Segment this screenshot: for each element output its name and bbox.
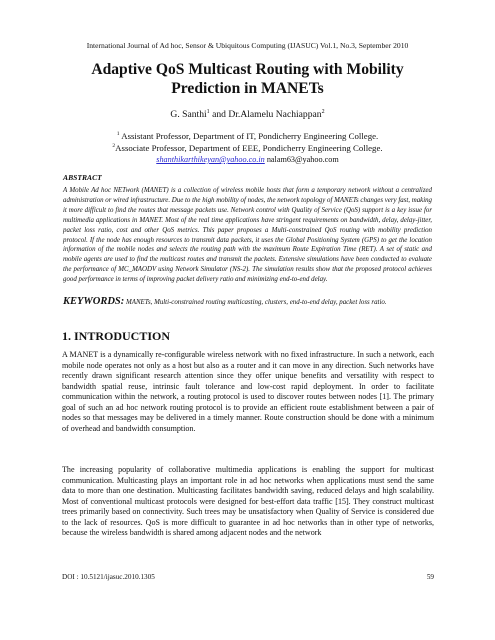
title-line-1: Adaptive QoS Multicast Routing with Mobility bbox=[91, 61, 404, 78]
author-conjunction: and bbox=[212, 109, 226, 121]
affiliation-1-text: Assistant Professor, Department of IT, Pondicherry Engineering College. bbox=[121, 131, 379, 141]
keywords bbox=[63, 297, 432, 308]
page-footer bbox=[62, 573, 434, 581]
affiliation-2-sup: 2 bbox=[112, 143, 116, 150]
keywords-text: MANETs, Multi-constrained routing multicasting, clusters, end-to-end delay, packet loss ratio. bbox=[126, 299, 387, 306]
author-1-sup: 1 bbox=[206, 109, 210, 115]
author-1-name: G. Santhi bbox=[170, 109, 207, 121]
intro-paragraph-1: A MANET is a dynamically re-configurable wireless network with no fixed infrastructure. In such a network, each mobile node operates not only as a host but also as a router and it can move in any direction. Such networks have recently drawn significant research attention since they offer unique benefits and versatility with respect to bandwidth spatial reuse, intrinsic fault tolerance and low-cost rapid deployment. In order to facilitate communication within the network, a routing protocol is used to discover routes between nodes [1]. The primary goal of such an ad hoc network routing protocol is to provide an efficient route establishment between a pair of nodes so that messages may be delivered in a timely manner. Route construction should be done with a minimum of overhead and bandwidth consumption. bbox=[62, 350, 434, 433]
author-list bbox=[0, 109, 495, 120]
intro-paragraph-2: The increasing popularity of collaborative multimedia applications is enabling the support for multicast communication. Multicasting plays an important role in ad hoc networks when applications must send the same data to more than one destination. Multicasting facilitates bandwidth saving, reduced delays and high scalability. Most of conventional multicast protocols were designed for best-effort data traffic [15]. They construct multicast trees primarily based on connectivity. Such trees may be unsatisfactory when Quality of Service is considered due to the lack of resources. QoS is more difficult to guarantee in ad hoc networks than in other type of networks, because the wireless bandwidth is shared among adjacent nodes and the network bbox=[62, 465, 434, 537]
affiliation-2-text: Associate Professor, Department of EEE, Pondicherry Engineering College. bbox=[115, 143, 383, 153]
journal-header: International Journal of Ad hoc, Sensor & Ubiquitous Computing (IJASUC) Vol.1, No.3, September 2010 bbox=[86, 41, 409, 50]
email-2: nalam63@yahoo.com bbox=[266, 155, 339, 164]
section-heading: 1. INTRODUCTION bbox=[62, 329, 171, 343]
doi: DOI : 10.5121/ijasuc.2010.1305 bbox=[62, 573, 155, 581]
affiliation-1 bbox=[0, 131, 495, 141]
author-emails bbox=[0, 155, 495, 164]
abstract-heading: ABSTRACT bbox=[63, 173, 102, 182]
email-link-1[interactable]: shanthikarthikeyan@yahoo.co.in bbox=[156, 155, 265, 164]
keywords-label: KEYWORDS: bbox=[63, 296, 125, 307]
author-2-name: Dr.Alamelu Nachiappan bbox=[228, 109, 322, 121]
abstract-text: A Mobile Ad hoc NETwork (MANET) is a collection of wireless mobile hosts that form a temporary network without a centralized administration or wired infrastructure. Due to the high mobility of nodes, the network topology of MANETs changes very fast, making it more difficult to find the routes that message packets use. Network control with Quality of Service (QoS) support is a key issue for multimedia applications in MANET. Most of the real time applications have stringent requirements on bandwidth, delay, delay-jitter, packet loss ratio, cost and other QoS metrics. This paper proposes a Multi-constrained QoS routing with mobility prediction protocol. If the node has enough resources to transmit data packets, it uses the Global Positioning System (GPS) to get the location information of the mobile nodes and selects the routing path with the maximum Route Expiration Time (RET). A set of static and mobile agents are used to find the multicast routes and transmit the packets. Extensive simulations have been conducted to evaluate the performance of MC_MAODV using Network Simulator (NS-2). The simulation results show that the proposed protocol achieves good performance in terms of improving packet delivery ratio and minimizing end-to-end delay. bbox=[63, 187, 433, 284]
page-number: 59 bbox=[426, 573, 434, 581]
affiliation-2 bbox=[0, 143, 495, 153]
author-2-sup: 2 bbox=[321, 109, 325, 115]
paper-title bbox=[40, 60, 455, 98]
affiliation-1-sup: 1 bbox=[116, 131, 120, 138]
title-line-2: Prediction in MANETs bbox=[171, 80, 324, 97]
